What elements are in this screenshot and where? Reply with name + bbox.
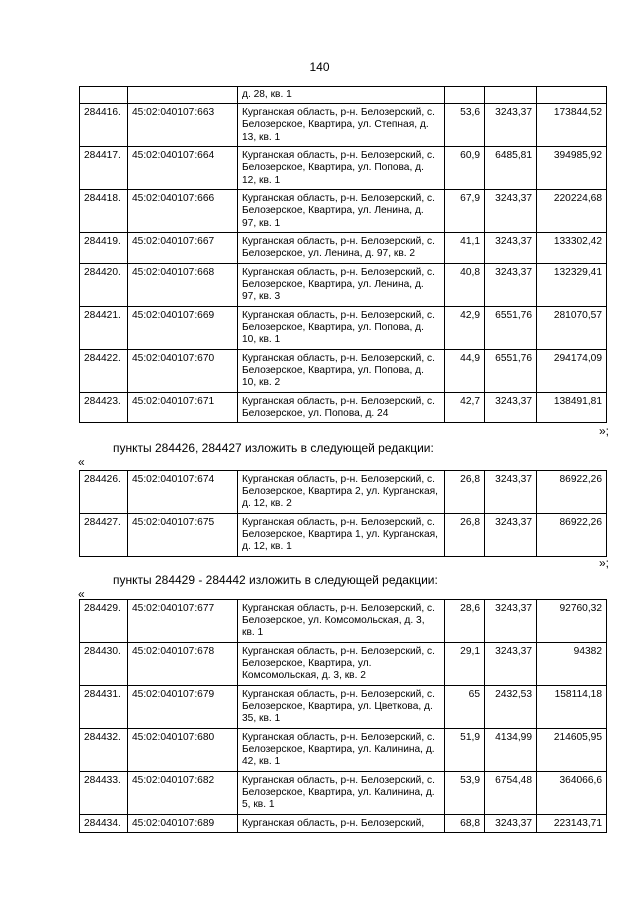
cell-total: 294174,09: [537, 349, 607, 392]
cell-price: 3243,37: [485, 600, 537, 643]
cell-address: Курганская область, р-н. Белозерский, с. Белозерское, Квартира, ул. Комсомольская, д. 3, кв. 2: [238, 643, 445, 686]
cell-price: 6551,76: [485, 306, 537, 349]
table-row: [80, 147, 607, 190]
cell-area: 42,9: [445, 306, 485, 349]
cell-address: Курганская область, р-н. Белозерский, с. Белозерское, Квартира, ул. Калинина, д. 42, кв. 1: [238, 729, 445, 772]
opening-quote: «: [78, 455, 85, 469]
cell-area: 44,9: [445, 349, 485, 392]
cell-price: 2432,53: [485, 686, 537, 729]
cell-price: 3243,37: [485, 104, 537, 147]
table-row: [80, 471, 607, 514]
cell-address: Курганская область, р-н. Белозерский, с. Белозерское, Квартира, ул. Попова, д. 12, кв. 1: [238, 147, 445, 190]
table-row: [80, 87, 607, 104]
cell-total: [537, 87, 607, 104]
cell-area: 53,6: [445, 104, 485, 147]
cell-area: 40,8: [445, 263, 485, 306]
cell-area: 29,1: [445, 643, 485, 686]
cell-total: 86922,26: [537, 471, 607, 514]
cell-cadastral: [128, 87, 238, 104]
cell-price: 3243,37: [485, 471, 537, 514]
registry-table-3-body: [80, 600, 607, 833]
cell-area: 26,8: [445, 514, 485, 557]
table-row: [80, 772, 607, 815]
cell-total: 133302,42: [537, 233, 607, 263]
table-row: [80, 263, 607, 306]
cell-address: Курганская область, р-н. Белозерский, с. Белозерское, Квартира 2, ул. Курганская, д. 12, кв. 2: [238, 471, 445, 514]
registry-table-1-body: [80, 87, 607, 423]
table-row: [80, 104, 607, 147]
cell-address: д. 28, кв. 1: [238, 87, 445, 104]
cell-price: 3243,37: [485, 514, 537, 557]
cell-area: 60,9: [445, 147, 485, 190]
cell-number: 284433.: [80, 772, 128, 815]
cell-cadastral: 45:02:040107:679: [128, 686, 238, 729]
cell-price: 3243,37: [485, 233, 537, 263]
cell-area: 67,9: [445, 190, 485, 233]
cell-number: 284420.: [80, 263, 128, 306]
cell-cadastral: 45:02:040107:680: [128, 729, 238, 772]
cell-price: [485, 87, 537, 104]
cell-price: 3243,37: [485, 815, 537, 833]
cell-address: Курганская область, р-н. Белозерский, с. Белозерское, Квартира, ул. Попова, д. 10, кв. 2: [238, 349, 445, 392]
amendment-instruction: пункты 284429 - 284442 изложить в следующей редакции:: [113, 573, 438, 587]
cell-cadastral: 45:02:040107:677: [128, 600, 238, 643]
cell-number: 284427.: [80, 514, 128, 557]
cell-total: 173844,52: [537, 104, 607, 147]
cell-number: 284422.: [80, 349, 128, 392]
table-row: [80, 514, 607, 557]
cell-address: Курганская область, р-н. Белозерский,: [238, 815, 445, 833]
cell-total: 158114,18: [537, 686, 607, 729]
cell-cadastral: 45:02:040107:670: [128, 349, 238, 392]
cell-address: Курганская область, р-н. Белозерский, с. Белозерское, Квартира, ул. Ленина, д. 97, кв. 3: [238, 263, 445, 306]
cell-price: 3243,37: [485, 190, 537, 233]
cell-total: 132329,41: [537, 263, 607, 306]
cell-total: 138491,81: [537, 392, 607, 422]
cell-address: Курганская область, р-н. Белозерский, с. Белозерское, Квартира, ул. Калинина, д. 5, кв. 1: [238, 772, 445, 815]
cell-number: 284418.: [80, 190, 128, 233]
cell-address: Курганская область, р-н. Белозерский, с. Белозерское, Квартира, ул. Цветкова, д. 35, кв. 1: [238, 686, 445, 729]
cell-address: Курганская область, р-н. Белозерский, с. Белозерское, ул. Комсомольская, д. 3, кв. 1: [238, 600, 445, 643]
cell-price: 3243,37: [485, 643, 537, 686]
table-row: [80, 643, 607, 686]
cell-number: 284426.: [80, 471, 128, 514]
cell-address: Курганская область, р-н. Белозерский, с. Белозерское, Квартира, ул. Степная, д. 13, кв. 1: [238, 104, 445, 147]
cell-total: 214605,95: [537, 729, 607, 772]
cell-number: 284421.: [80, 306, 128, 349]
cell-total: 281070,57: [537, 306, 607, 349]
registry-table-3: [79, 599, 607, 833]
table-row: [80, 815, 607, 833]
cell-number: 284430.: [80, 643, 128, 686]
cell-cadastral: 45:02:040107:666: [128, 190, 238, 233]
cell-address: Курганская область, р-н. Белозерский, с. Белозерское, Квартира 1, ул. Курганская, д. 12, кв. 1: [238, 514, 445, 557]
cell-area: [445, 87, 485, 104]
cell-total: 92760,32: [537, 600, 607, 643]
table-row: [80, 306, 607, 349]
page-number: 140: [309, 60, 330, 74]
cell-address: Курганская область, р-н. Белозерский, с. Белозерское, ул. Попова, д. 24: [238, 392, 445, 422]
cell-total: 364066,6: [537, 772, 607, 815]
cell-area: 26,8: [445, 471, 485, 514]
cell-cadastral: 45:02:040107:668: [128, 263, 238, 306]
cell-total: 94382: [537, 643, 607, 686]
cell-number: 284416.: [80, 104, 128, 147]
cell-area: 68,8: [445, 815, 485, 833]
table-row: [80, 190, 607, 233]
cell-number: 284434.: [80, 815, 128, 833]
cell-area: 41,1: [445, 233, 485, 263]
cell-price: 6551,76: [485, 349, 537, 392]
cell-cadastral: 45:02:040107:689: [128, 815, 238, 833]
cell-total: 220224,68: [537, 190, 607, 233]
cell-price: 6754,48: [485, 772, 537, 815]
table-row: [80, 233, 607, 263]
cell-area: 28,6: [445, 600, 485, 643]
cell-area: 53,9: [445, 772, 485, 815]
cell-number: 284423.: [80, 392, 128, 422]
closing-quote: »;: [598, 556, 609, 570]
cell-address: Курганская область, р-н. Белозерский, с. Белозерское, Квартира, ул. Попова, д. 10, кв. 1: [238, 306, 445, 349]
cell-number: [80, 87, 128, 104]
cell-number: 284431.: [80, 686, 128, 729]
cell-number: 284432.: [80, 729, 128, 772]
cell-number: 284417.: [80, 147, 128, 190]
table-row: [80, 686, 607, 729]
cell-cadastral: 45:02:040107:664: [128, 147, 238, 190]
table-row: [80, 349, 607, 392]
cell-cadastral: 45:02:040107:674: [128, 471, 238, 514]
registry-table-1: [79, 86, 607, 423]
cell-area: 65: [445, 686, 485, 729]
cell-cadastral: 45:02:040107:663: [128, 104, 238, 147]
cell-number: 284419.: [80, 233, 128, 263]
amendment-instruction: пункты 284426, 284427 изложить в следующей редакции:: [113, 441, 434, 455]
cell-cadastral: 45:02:040107:667: [128, 233, 238, 263]
cell-address: Курганская область, р-н. Белозерский, с. Белозерское, ул. Ленина, д. 97, кв. 2: [238, 233, 445, 263]
cell-number: 284429.: [80, 600, 128, 643]
registry-table-2: [79, 470, 607, 557]
cell-price: 3243,37: [485, 263, 537, 306]
cell-cadastral: 45:02:040107:682: [128, 772, 238, 815]
cell-cadastral: 45:02:040107:671: [128, 392, 238, 422]
cell-address: Курганская область, р-н. Белозерский, с. Белозерское, Квартира, ул. Ленина, д. 97, кв. 1: [238, 190, 445, 233]
registry-table-2-body: [80, 471, 607, 557]
cell-cadastral: 45:02:040107:675: [128, 514, 238, 557]
cell-area: 42,7: [445, 392, 485, 422]
closing-quote: »;: [598, 424, 609, 438]
cell-area: 51,9: [445, 729, 485, 772]
cell-total: 394985,92: [537, 147, 607, 190]
cell-price: 3243,37: [485, 392, 537, 422]
cell-price: 4134,99: [485, 729, 537, 772]
cell-total: 223143,71: [537, 815, 607, 833]
cell-cadastral: 45:02:040107:678: [128, 643, 238, 686]
table-row: [80, 729, 607, 772]
table-row: [80, 600, 607, 643]
opening-quote: «: [78, 587, 85, 601]
cell-total: 86922,26: [537, 514, 607, 557]
cell-cadastral: 45:02:040107:669: [128, 306, 238, 349]
table-row: [80, 392, 607, 422]
cell-price: 6485,81: [485, 147, 537, 190]
